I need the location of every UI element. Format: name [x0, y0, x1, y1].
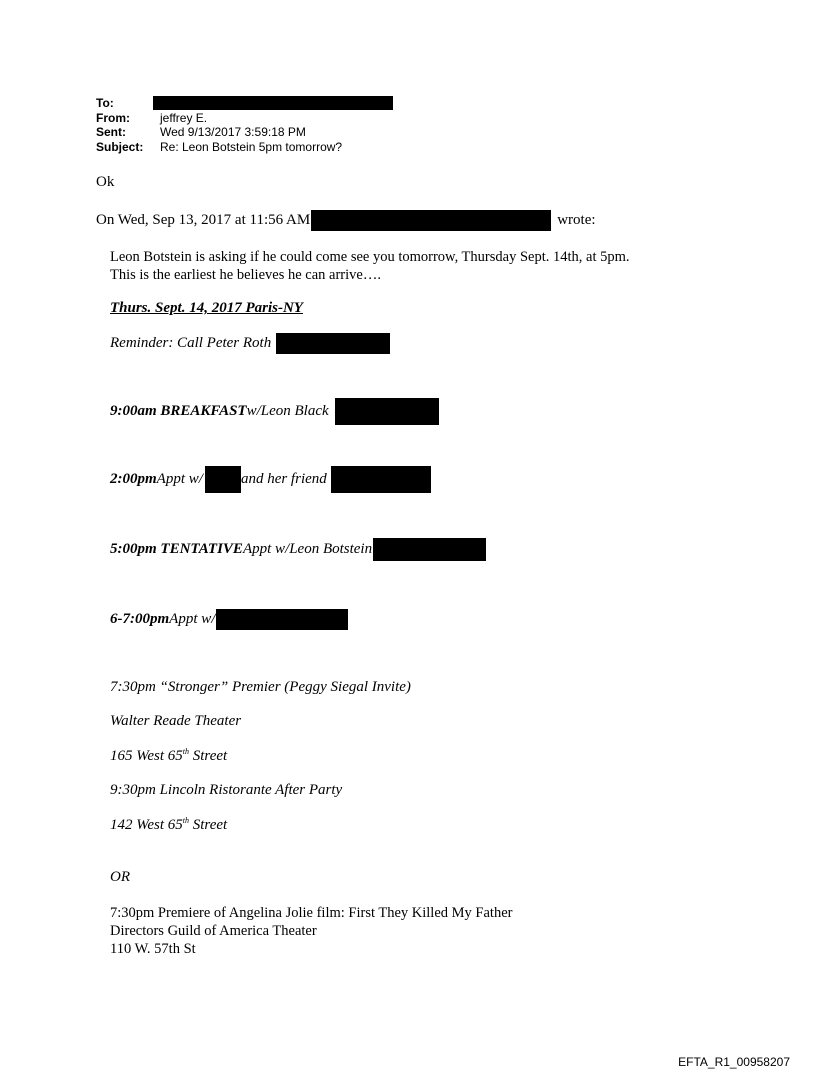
message-line-2: This is the earliest he believes he can arrive…. [110, 267, 381, 283]
address1-rest: Street [189, 748, 228, 764]
quote-intro-prefix: On Wed, Sep 13, 2017 at 11:56 AM [96, 212, 311, 228]
schedule-heading: Thurs. Sept. 14, 2017 Paris-NY [110, 300, 303, 316]
item2-text-b: and her friend [240, 471, 327, 487]
alt-line-1: 7:30pm Premiere of Angelina Jolie film: First They Killed My Father [110, 905, 513, 921]
venue-walter-reade: Walter Reade Theater [110, 713, 242, 729]
item2-redaction-a [205, 466, 241, 493]
alt-line-2: Directors Guild of America Theater [110, 923, 317, 939]
from-value: jeffrey E. [160, 110, 208, 125]
subject-value: Re: Leon Botstein 5pm tomorrow? [160, 139, 343, 154]
item2-text-a: Appt w/ [156, 471, 203, 487]
item3-redaction [373, 538, 486, 561]
address2-rest: Street [189, 817, 228, 833]
to-row [96, 96, 393, 111]
item1-redaction [335, 398, 439, 425]
from-label: From: [96, 110, 130, 125]
quote-intro [96, 210, 596, 231]
schedule-item-appt-5pm [110, 538, 486, 561]
item1-text: w/Leon Black [246, 403, 329, 419]
or-separator: OR [110, 869, 130, 885]
alternative-event [110, 904, 512, 958]
sender-redaction [311, 210, 551, 231]
subject-row [96, 140, 393, 155]
reminder-redaction [276, 333, 390, 354]
item3-text: Appt w/Leon Botstein [242, 541, 373, 557]
item2-time: 2:00pm [110, 471, 157, 487]
reminder-text: Reminder: Call Peter Roth [110, 335, 272, 351]
sent-label: Sent: [96, 125, 126, 139]
to-label: To: [96, 96, 114, 110]
schedule-item-breakfast [110, 398, 439, 425]
item3-time: 5:00pm TENTATIVE [110, 541, 243, 557]
address-142-west [110, 817, 227, 834]
item4-redaction [216, 609, 348, 630]
schedule-item-appt-6pm [110, 609, 348, 630]
sent-value: Wed 9/13/2017 3:59:18 PM [160, 125, 306, 139]
address2-number: 142 West 65 [110, 817, 183, 833]
to-redaction [153, 96, 393, 110]
address-165-west [110, 748, 227, 765]
subject-label: Subject: [96, 139, 144, 154]
email-header [96, 96, 393, 154]
message-body [110, 248, 630, 284]
item4-text: Appt w/ [169, 611, 216, 627]
document-id: EFTA_R1_00958207 [678, 1055, 790, 1069]
sent-row [96, 125, 393, 140]
address1-number: 165 West 65 [110, 748, 183, 764]
reply-text: Ok [96, 174, 115, 190]
address2-superscript: th [182, 816, 190, 825]
item1-time: 9:00am BREAKFAST [110, 403, 247, 419]
from-row [96, 111, 393, 126]
event-stronger-premier: 7:30pm “Stronger” Premier (Peggy Siegal Invite) [110, 679, 411, 695]
schedule-item-appt-2pm [110, 466, 431, 493]
message-line-1: Leon Botstein is asking if he could come see you tomorrow, Thursday Sept. 14th, at 5pm. [110, 249, 630, 265]
item4-time: 6-7:00pm [110, 611, 170, 627]
address1-superscript: th [182, 747, 190, 756]
quote-intro-suffix: wrote: [557, 212, 596, 228]
item2-redaction-b [331, 466, 431, 493]
alt-line-3: 110 W. 57th St [110, 941, 196, 957]
schedule-reminder [110, 333, 390, 354]
event-after-party: 9:30pm Lincoln Ristorante After Party [110, 782, 343, 798]
